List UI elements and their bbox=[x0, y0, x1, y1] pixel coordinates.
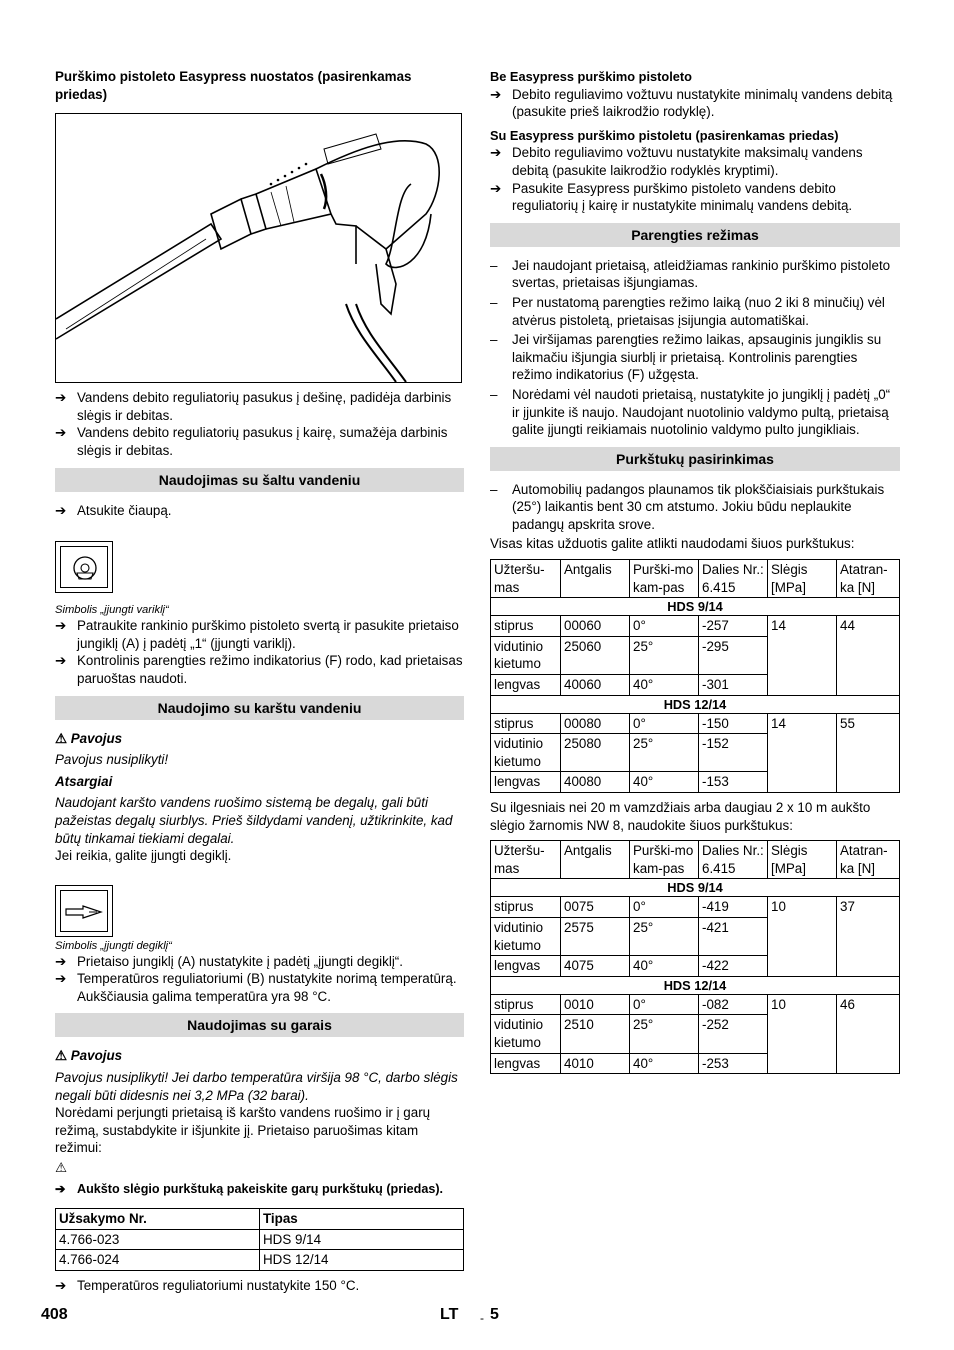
table-row: stiprus 0010 0° -082 10 46 bbox=[491, 994, 900, 1015]
arrow-icon: ➔ bbox=[55, 618, 67, 634]
list-item: ➔ Vandens debito reguliatorių pasukus į dešinę, padidėja darbinis slėgis ir debitas. bbox=[55, 390, 452, 423]
arrow-icon: ➔ bbox=[490, 86, 502, 102]
table-cell: HDS 12/14 bbox=[260, 1250, 464, 1271]
table-group-row: HDS 9/14 bbox=[491, 879, 900, 897]
arrow-icon: ➔ bbox=[55, 1181, 66, 1196]
arrow-icon: ➔ bbox=[55, 390, 67, 406]
section-title-steam: Naudojimas su garais bbox=[55, 1013, 464, 1037]
table-group-row: HDS 9/14 bbox=[491, 598, 900, 616]
nozzle-table-long-hose bbox=[490, 840, 900, 1074]
spray-gun-illustration bbox=[56, 114, 461, 382]
section-title-nozzles: Purkštukų pasirinkimas bbox=[490, 447, 900, 471]
recoil-cell: 46 bbox=[837, 994, 900, 1073]
table-row bbox=[56, 1250, 464, 1271]
easypress-heading: Purškimo pistoleto Easypress nuostatos (pasirenkamas priedas) bbox=[55, 69, 412, 102]
danger-label: ⚠ Pavojus bbox=[55, 1048, 123, 1064]
recoil-cell: 55 bbox=[837, 713, 900, 792]
right-column bbox=[490, 68, 900, 1074]
list-item: ➔ Debito reguliavimo vožtuvu nustatykite minimalų vandens debitą (pasukite prieš laikrodžio rodyklę). bbox=[490, 86, 893, 120]
long-hose-text: Su ilgesniais nei 20 m vamzdžiais arba daugiau 2 x 10 m aukšto slėgio žarnomis NW 8, naudokite šiuos purkštukus: bbox=[490, 800, 871, 833]
dash-icon: – bbox=[490, 257, 498, 273]
dash-icon: – bbox=[490, 386, 498, 402]
nozzle-text: Visas kitas užduotis galite atlikti naudodami šiuos purkštukus: bbox=[490, 536, 855, 552]
table-header: Užteršu-mas bbox=[491, 560, 561, 598]
motor-icon bbox=[61, 547, 109, 589]
table-row: lengvas 40080 40° -153 bbox=[491, 772, 900, 793]
motor-symbol-caption: Simbolis „įjungti variklį“ bbox=[55, 604, 169, 617]
list-item: – Norėdami vėl naudoti prietaisą, nustatykite jo jungiklį į padėtį „0“ ir įjunkite iš naujo. Naudojant nuotolinio valdymo pultą, prietaisą galite įjungti reikiamais nuotolinio valdymo pulto jungikliais. bbox=[490, 386, 891, 438]
danger-text: Pavojus nusiplikyti! Jei darbo temperatūra viršija 98 °C, darbo slėgis negali būti didesnis nei 3,2 MPa (32 barai). bbox=[55, 1070, 458, 1103]
table-cell: HDS 9/14 bbox=[260, 1229, 464, 1250]
list-item: ➔ Aukšto slėgio purkštuką pakeiskite garų purkštukų (priedas). bbox=[55, 1181, 464, 1199]
figure-items-list bbox=[55, 389, 464, 459]
table-row: lengvas 4010 40° -253 bbox=[491, 1053, 900, 1074]
pressure-cell: 10 bbox=[768, 994, 837, 1073]
caution-label: Atsargiai bbox=[55, 773, 113, 789]
table-row: stiprus 00060 0° -257 14 44 bbox=[491, 616, 900, 637]
list-item: ➔ Temperatūros reguliatoriumi nustatykite 150 °C. bbox=[55, 1278, 360, 1293]
table-row: stiprus 00080 0° -150 14 55 bbox=[491, 713, 900, 734]
table-header: Dalies Nr.: 6.415 bbox=[699, 560, 768, 598]
table-header-row bbox=[491, 560, 900, 598]
dash-icon: – bbox=[490, 294, 498, 310]
danger-label: ⚠ Pavojus bbox=[55, 730, 123, 746]
table-header: Slėgis [MPa] bbox=[768, 841, 837, 879]
table-header: Užteršu-mas bbox=[491, 841, 561, 879]
with-easypress-title: Su Easypress purškimo pistoletu (pasirenkamas priedas) bbox=[490, 127, 839, 143]
arrow-icon: ➔ bbox=[490, 145, 502, 161]
table-header: Užsakymo Nr. bbox=[56, 1209, 260, 1230]
table-header: Slėgis [MPa] bbox=[768, 560, 837, 598]
recoil-cell: 37 bbox=[837, 897, 900, 976]
steam-text: Norėdami perjungti prietaisą iš karšto vandens ruošimo ir į garų režimą, sustabdykite ir išjunkite jį. Prietaiso paruošimas kitam režimui: bbox=[55, 1105, 431, 1156]
table-header-row bbox=[491, 841, 900, 879]
arrow-icon: ➔ bbox=[55, 425, 67, 441]
spray-gun-figure bbox=[55, 113, 462, 383]
table-header: Atatran-ka [N] bbox=[837, 841, 900, 879]
section-title-hot-water: Naudojimo su karštu vandeniu bbox=[55, 696, 464, 720]
arrow-icon: ➔ bbox=[55, 1278, 67, 1293]
arrow-icon: ➔ bbox=[55, 971, 67, 987]
arrow-icon: ➔ bbox=[55, 653, 67, 669]
language-code: LT bbox=[440, 1306, 459, 1323]
table-header: Antgalis bbox=[561, 560, 630, 598]
danger-text: Pavojus nusiplikyti! bbox=[55, 752, 169, 768]
sub-page-number: 5 bbox=[490, 1306, 499, 1323]
nozzle-table-standard bbox=[490, 559, 900, 793]
burner-symbol-caption: Simbolis „įjungti degiklį“ bbox=[55, 939, 172, 952]
arrow-icon: ➔ bbox=[55, 502, 67, 518]
motor-on-symbol bbox=[55, 541, 113, 593]
table-row bbox=[56, 1229, 464, 1250]
order-table bbox=[55, 1208, 464, 1271]
table-row: vidutinio kietumo 25080 25° -152 bbox=[491, 734, 900, 772]
list-item: ➔ Debito reguliavimo vožtuvu nustatykite maksimalų vandens debitą (pasukite laikrodžio rodyklės kryptimi). bbox=[490, 145, 863, 178]
section-title-standby: Parengties režimas bbox=[490, 223, 900, 247]
list-item: ➔ Prietaiso jungiklį (A) nustatykite į padėtį „įjungti degiklį“. bbox=[55, 953, 403, 969]
warning-icon: ⚠ bbox=[55, 1160, 68, 1176]
table-row: vidutinio kietumo 25060 25° -295 bbox=[491, 636, 900, 674]
dash-icon: – bbox=[490, 332, 498, 348]
burner-on-symbol bbox=[55, 885, 113, 937]
pressure-cell: 14 bbox=[768, 616, 837, 695]
table-header: Purški-mo kam-pas bbox=[630, 841, 699, 879]
list-item: ➔ Vandens debito reguliatorių pasukus į kairę, sumažėja darbinis slėgis ir debitas. bbox=[55, 425, 448, 458]
list-item: ➔ Kontrolinis parengties režimo indikatorius (F) rodo, kad prietaisas paruoštas naudoti. bbox=[55, 653, 463, 686]
dash-icon: – bbox=[490, 481, 498, 497]
table-header-row bbox=[56, 1209, 464, 1230]
recoil-cell: 44 bbox=[837, 616, 900, 695]
table-cell: 4.766-024 bbox=[56, 1250, 260, 1271]
table-header: Tipas bbox=[260, 1209, 464, 1230]
table-row: vidutinio kietumo 2510 25° -252 bbox=[491, 1015, 900, 1053]
table-row: stiprus 0075 0° -419 10 37 bbox=[491, 897, 900, 918]
section-title-cold-water: Naudojimas su šaltu vandeniu bbox=[55, 468, 464, 492]
list-item: – Per nustatomą parengties režimo laiką (nuo 2 iki 8 minučių) vėl atvėrus pistoletą, prietaisas įsijungia automatiškai. bbox=[490, 294, 885, 328]
table-group-row: HDS 12/14 bbox=[491, 695, 900, 713]
list-item: ➔ Atsukite čiaupą. bbox=[55, 502, 172, 518]
pressure-cell: 10 bbox=[768, 897, 837, 976]
list-item: – Automobilių padangos plaunamos tik plokščiaisiais purkštukais (25°) laikantis bent 30 cm atstumo. Jokiu būdu neplaukite padangų apskrita srove. bbox=[490, 481, 885, 532]
list-item: ➔ Patraukite rankinio purškimo pistoleto svertą ir pasukite prietaiso jungiklį (A) į padėtį „1“ (įjungti variklį). bbox=[55, 618, 459, 651]
arrow-icon: ➔ bbox=[490, 180, 502, 196]
table-header: Antgalis bbox=[561, 841, 630, 879]
table-header: Atatran-ka [N] bbox=[837, 560, 900, 598]
caution-text: Naudojant karšto vandens ruošimo sistemą be degalų, gali būti pažeistas degalų siurblys. Prieš šildydami vandenį, užtikrinkite, kad būtų tinkamai tiekiami degalai. bbox=[55, 795, 453, 846]
burner-note: Jei reikia, galite įjungti degiklį. bbox=[55, 848, 232, 864]
warning-icon: ⚠ bbox=[55, 730, 68, 746]
table-header: Purški-mo kam-pas bbox=[630, 560, 699, 598]
list-item: ➔ Temperatūros reguliatoriumi (B) nustatykite norimą temperatūrą. Aukščiausia galima temperatūra yra 98 °C. bbox=[55, 971, 457, 1004]
table-group-row: HDS 12/14 bbox=[491, 976, 900, 994]
table-row: vidutinio kietumo 2575 25° -421 bbox=[491, 917, 900, 955]
burner-icon bbox=[61, 891, 109, 933]
table-cell: 4.766-023 bbox=[56, 1229, 260, 1250]
table-header: Dalies Nr.: 6.415 bbox=[699, 841, 768, 879]
arrow-icon: ➔ bbox=[55, 953, 67, 969]
list-item: ➔ Pasukite Easypress purškimo pistoleto vandens debito reguliatorių į kairę ir nustatykite minimalų vandens debitą. bbox=[490, 180, 853, 214]
page-number: 408 bbox=[41, 1306, 68, 1323]
list-item: – Jei naudojant prietaisą, atleidžiamas rankinio purškimo pistoleto svertas, prietaisas išjungiamas. bbox=[490, 257, 891, 291]
without-easypress-title: Be Easypress purškimo pistoleto bbox=[490, 69, 692, 84]
table-row: lengvas 4075 40° -422 bbox=[491, 956, 900, 977]
table-row: lengvas 40060 40° -301 bbox=[491, 675, 900, 696]
pressure-cell: 14 bbox=[768, 713, 837, 792]
warning-icon: ⚠ bbox=[55, 1048, 68, 1064]
left-column bbox=[55, 68, 464, 1295]
list-item: – Jei viršijamas parengties režimo laikas, apsauginis jungiklis su laikmačiu išjungia siurblį ir prietaisą. Kontrolinis parengties režimo indikatorius (F) užgęsta. bbox=[490, 332, 882, 383]
footer-dash: - bbox=[480, 1311, 484, 1325]
